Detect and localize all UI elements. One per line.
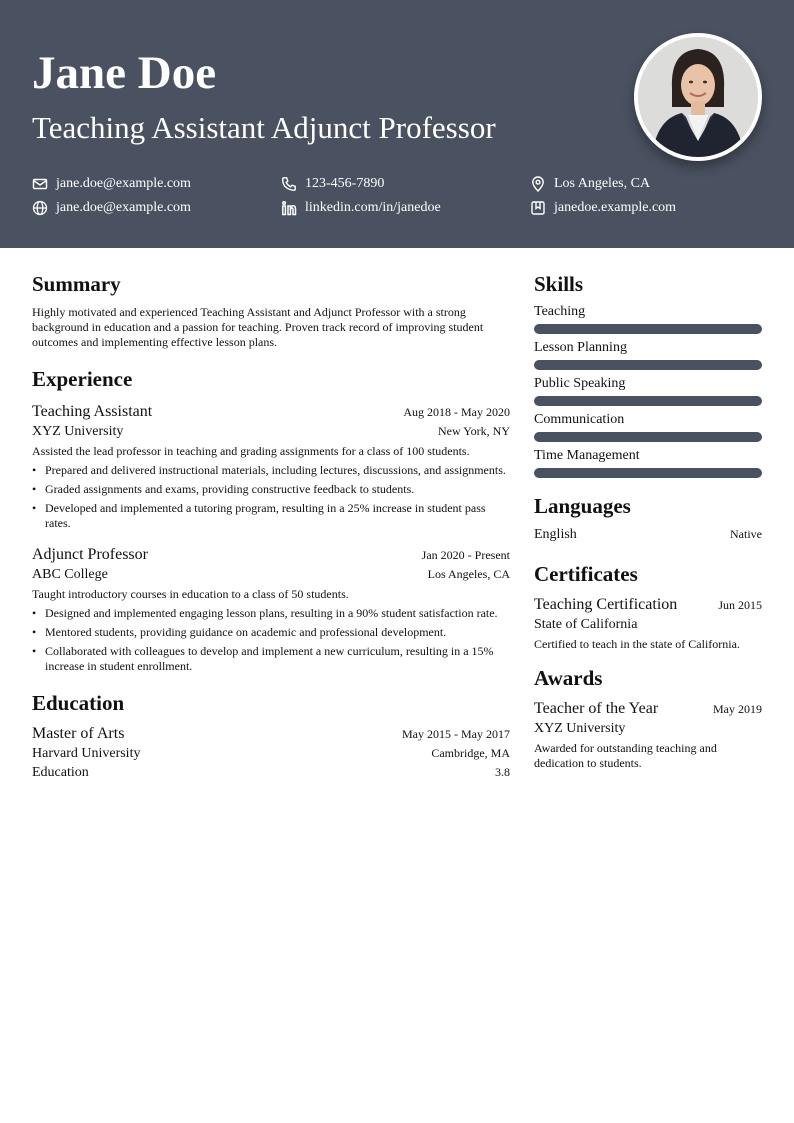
skill-level-bar [534, 432, 762, 442]
languages-section [534, 492, 762, 544]
globe-icon [32, 200, 48, 216]
list-item: • Prepared and delivered instructional materials, including lectures, discussions, and assignments. [32, 463, 510, 478]
skill-item [534, 375, 762, 406]
side-column [534, 270, 762, 771]
skill-level-bar [534, 468, 762, 478]
section-heading: Skills [534, 272, 584, 296]
summary-text: Highly motivated and experienced Teaching Assistant and Adjunct Professor with a strong background in education and a passion for teaching. Proven track record of improving student outcomes and implementing effective lesson plans. [32, 305, 484, 349]
list-item: • Developed and implemented a tutoring program, resulting in a 25% increase in student pass rates. [32, 501, 510, 531]
job-bullets [32, 463, 510, 531]
skill-name: Time Management [534, 448, 640, 463]
list-item: • Collaborated with colleagues to develop and implement a new curriculum, resulting in a 15% increase in student enrollment. [32, 644, 510, 674]
contact-portfolio[interactable] [530, 198, 676, 218]
skill-item [534, 447, 762, 478]
job-bullets [32, 606, 510, 674]
job-entry [32, 545, 510, 674]
section-heading: Summary [32, 272, 121, 296]
candidate-name: Jane Doe [32, 47, 217, 99]
main-column [32, 270, 510, 782]
degree: Master of Arts [32, 725, 125, 742]
contact-website[interactable] [32, 198, 191, 218]
language-level: Native [730, 527, 762, 541]
award-date: May 2019 [713, 702, 762, 716]
skill-name: Teaching [534, 304, 586, 319]
contact-text: Los Angeles, CA [554, 176, 651, 191]
education-section [32, 689, 510, 782]
job-title: Adjunct Professor [32, 546, 148, 563]
resume-header [0, 0, 794, 248]
section-heading: Awards [534, 666, 603, 690]
award-name: Teacher of the Year [534, 700, 659, 717]
job-dates: Jan 2020 - Present [421, 548, 510, 562]
skill-item [534, 411, 762, 442]
contact-text: janedoe.example.com [554, 200, 677, 215]
skill-list [534, 303, 762, 478]
skill-level-bar [534, 324, 762, 334]
linkedin-icon [281, 200, 297, 216]
job-description: Taught introductory courses in education to a class of 50 students. [32, 587, 349, 601]
job-description: Assisted the lead professor in teaching and grading assignments for a class of 100 students. [32, 444, 470, 458]
field-of-study: Education [32, 765, 89, 780]
contact-text: jane.doe@example.com [56, 200, 191, 215]
gpa: 3.8 [495, 765, 510, 779]
award-issuer: XYZ University [534, 721, 626, 736]
list-item: • Mentored students, providing guidance on academic and professional development. [32, 625, 510, 640]
certificate-description: Certified to teach in the state of California. [534, 637, 740, 651]
job-dates: Aug 2018 - May 2020 [403, 405, 510, 419]
contact-text: jane.doe@example.com [56, 176, 191, 191]
skill-level-bar [534, 396, 762, 406]
skill-level-bar [534, 360, 762, 370]
contact-text: linkedin.com/in/janedoe [305, 200, 441, 215]
job-title: Teaching Assistant [32, 403, 153, 420]
section-heading: Experience [32, 367, 133, 391]
portfolio-icon [530, 200, 546, 216]
contact-location [530, 174, 650, 194]
summary-section [32, 270, 510, 350]
section-heading: Certificates [534, 562, 638, 586]
experience-section [32, 365, 510, 674]
award-description: Awarded for outstanding teaching and dedication to students. [534, 741, 717, 770]
skill-item [534, 303, 762, 334]
job-organization: ABC College [32, 567, 108, 582]
mail-icon [32, 176, 48, 192]
list-item: • Graded assignments and exams, providing constructive feedback to students. [32, 482, 510, 497]
contact-email[interactable] [32, 174, 191, 194]
awards-section [534, 664, 762, 771]
section-heading: Languages [534, 494, 631, 518]
certificate-date: Jun 2015 [718, 598, 762, 612]
certificates-section [534, 560, 762, 652]
skill-name: Communication [534, 412, 625, 427]
contact-text: 123-456-7890 [305, 176, 385, 191]
certificate-issuer: State of California [534, 617, 638, 632]
profile-photo [634, 33, 762, 161]
contact-linkedin[interactable] [281, 198, 441, 218]
skill-name: Lesson Planning [534, 340, 627, 355]
job-organization: XYZ University [32, 424, 124, 439]
skill-item [534, 339, 762, 370]
skill-name: Public Speaking [534, 376, 626, 391]
skills-section [534, 270, 762, 478]
education-dates: May 2015 - May 2017 [402, 727, 510, 741]
section-heading: Education [32, 691, 125, 715]
school: Harvard University [32, 746, 141, 761]
candidate-title: Teaching Assistant Adjunct Professor [32, 110, 496, 145]
language-name: English [534, 527, 577, 542]
phone-icon [281, 176, 297, 192]
job-location: New York, NY [437, 424, 510, 438]
list-item: • Designed and implemented engaging lesson plans, resulting in a 90% student satisfaction rate. [32, 606, 510, 621]
school-location: Cambridge, MA [431, 746, 510, 760]
certificate-name: Teaching Certification [534, 596, 678, 613]
job-entry [32, 402, 510, 531]
job-location: Los Angeles, CA [427, 567, 510, 581]
contact-phone[interactable] [281, 174, 384, 194]
location-pin-icon [530, 176, 546, 192]
